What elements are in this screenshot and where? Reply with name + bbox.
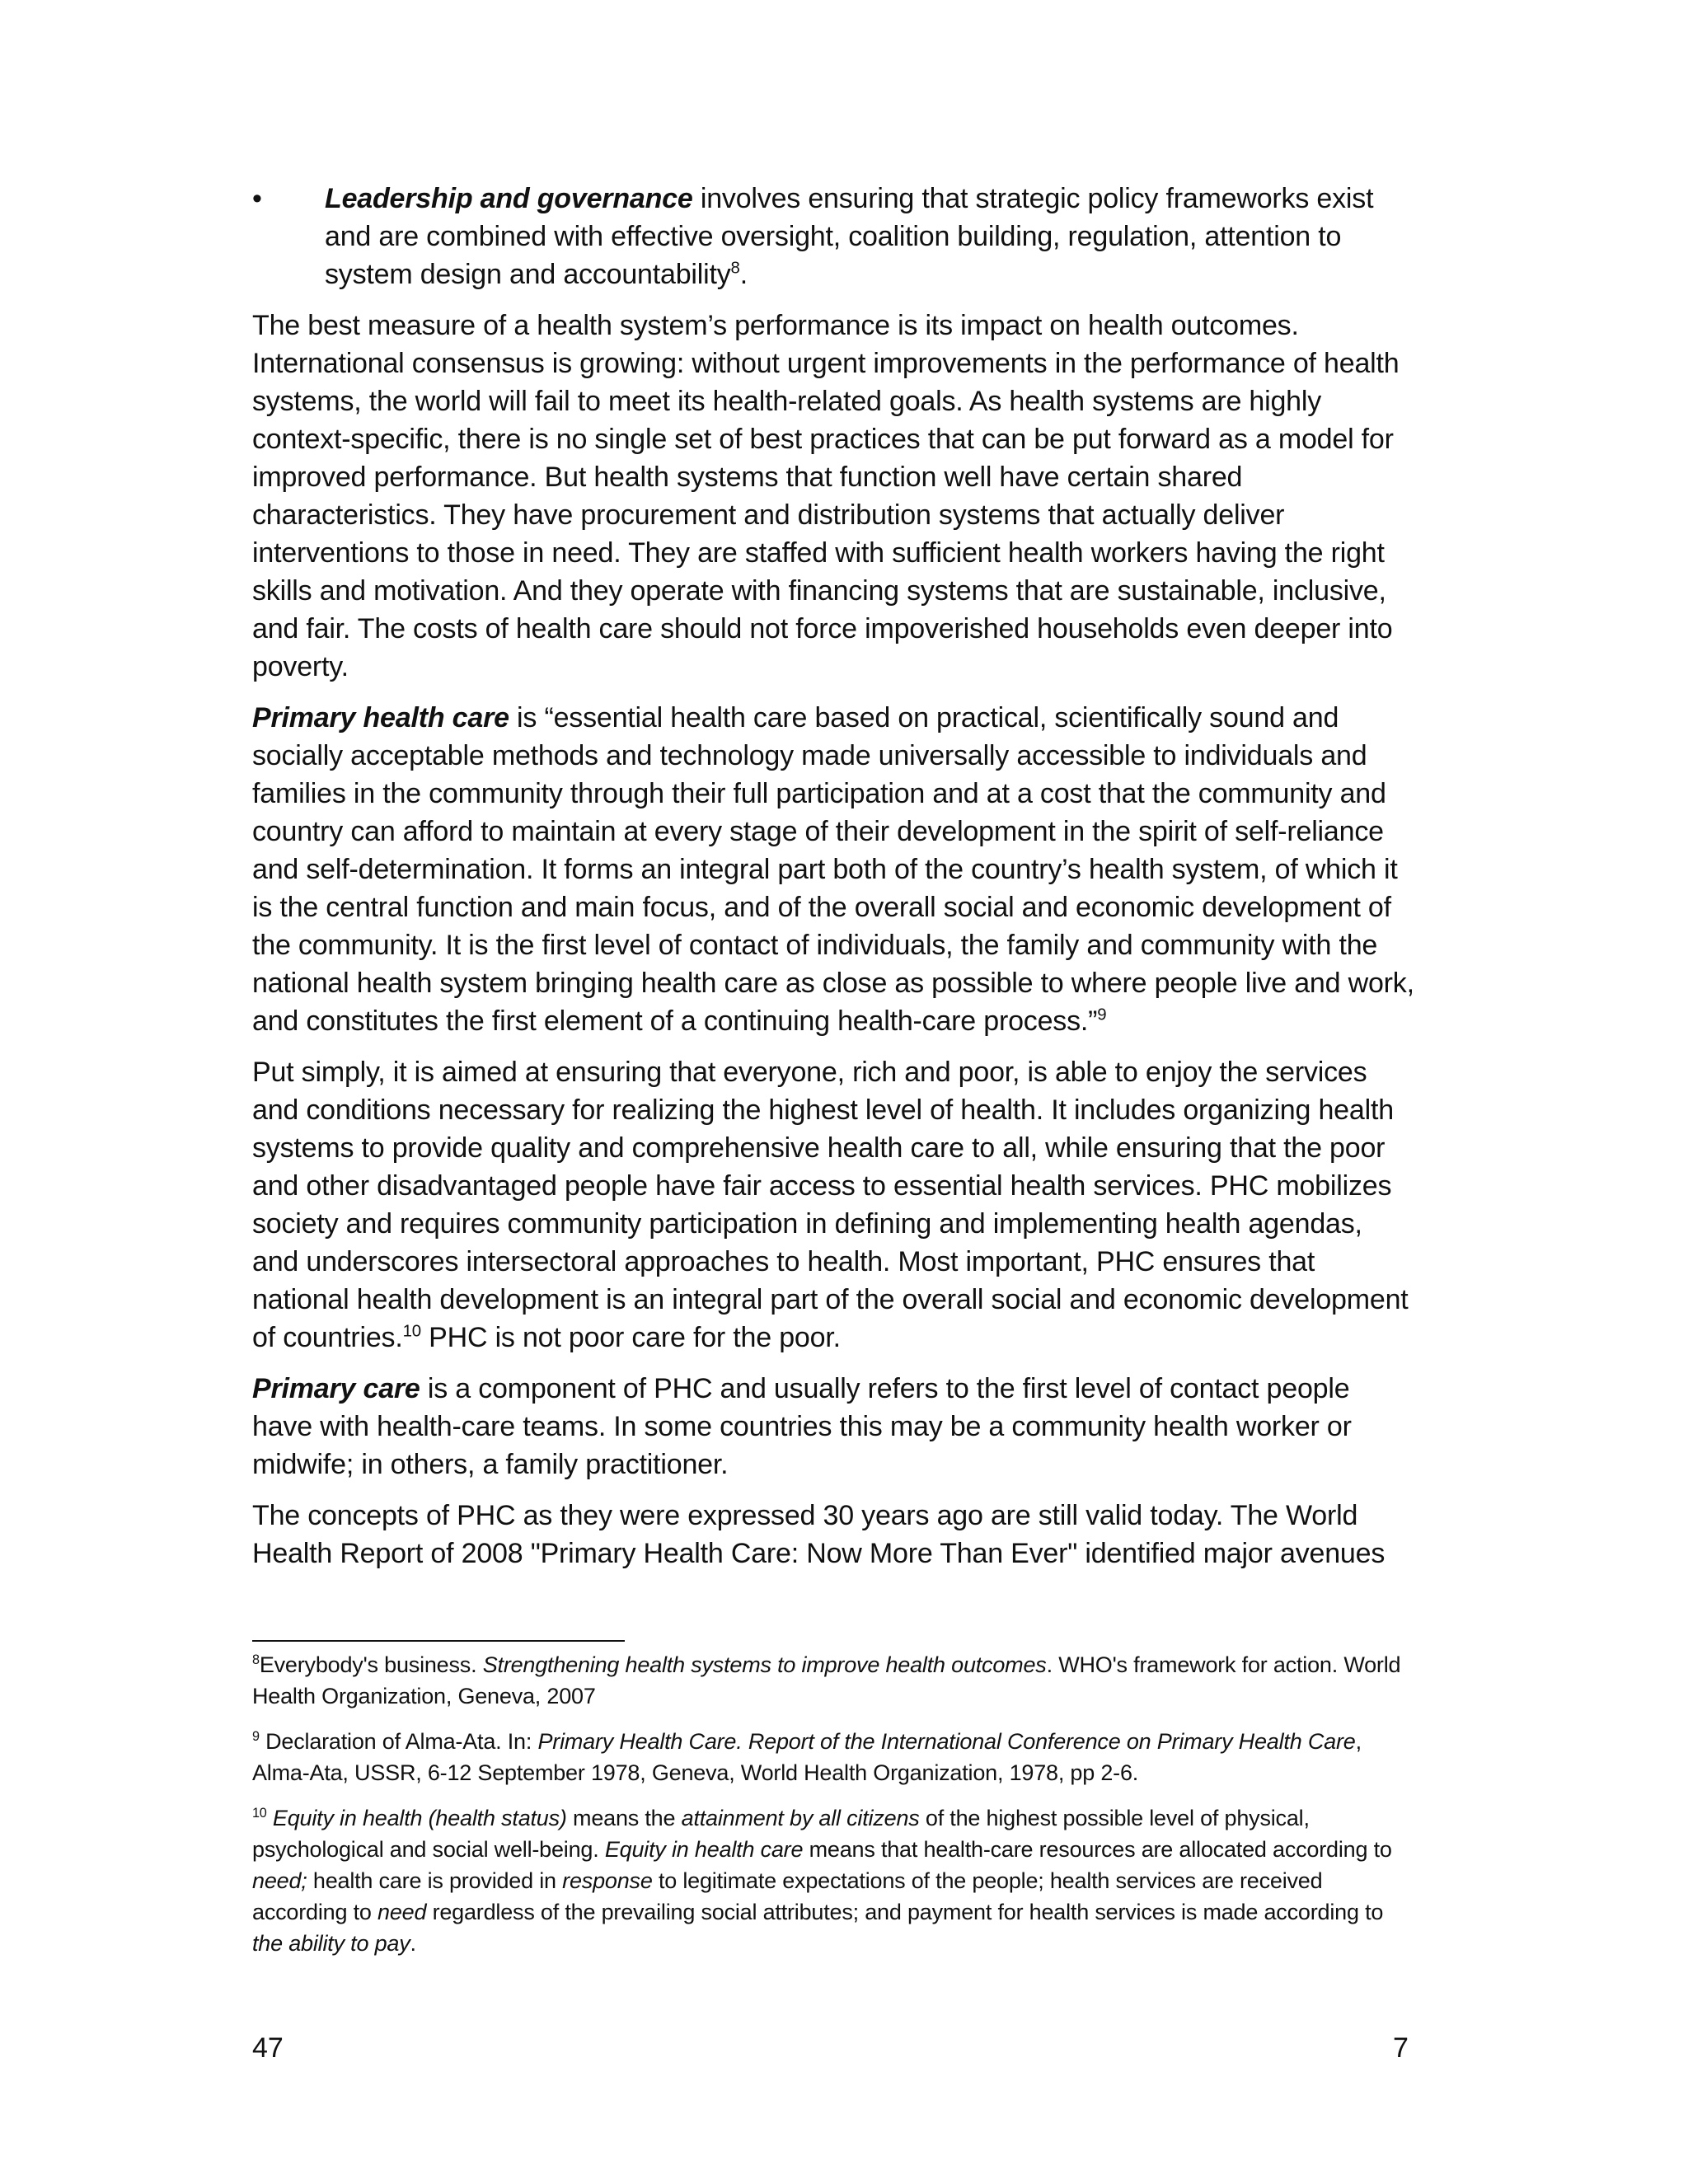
- footnote-10-text-4: health care is provided in: [307, 1868, 563, 1893]
- footnote-9-source: , Alma-Ata, USSR, 6-12 September 1978, Geneva, World Health Organization, 1978, pp 2-6.: [252, 1729, 1362, 1785]
- paragraph-primary-care: [252, 1370, 1416, 1483]
- footnote-10-italic-7: the ability to pay: [252, 1931, 410, 1956]
- page-number-right: 7: [1393, 2032, 1409, 2064]
- footnote-8-source: . WHO's framework for action. World Health Organization, Geneva, 2007: [252, 1652, 1401, 1708]
- bullet-text: involves ensuring that strategic policy frameworks exist and are combined with effective oversight, coalition building, regulation, attention to system design and accountability: [325, 183, 1374, 290]
- put-simply-tail: PHC is not poor care for the poor.: [420, 1322, 841, 1353]
- footnote-9: [252, 1726, 1416, 1788]
- body-text: [252, 180, 1416, 1586]
- footnote-ref-8: 8: [730, 259, 740, 278]
- footnote-10-text-7: .: [410, 1931, 416, 1956]
- paragraph-put-simply: [252, 1053, 1416, 1357]
- footnote-10-number: 10: [252, 1806, 267, 1821]
- term-primary-health-care: Primary health care: [252, 702, 509, 733]
- footnote-8-text: Everybody's business.: [259, 1652, 483, 1677]
- footnote-10-italic-4: need;: [252, 1868, 307, 1893]
- term-leadership-governance: Leadership and governance: [325, 183, 693, 214]
- footnote-separator: [252, 1640, 625, 1642]
- paragraph-phc-concepts: The concepts of PHC as they were expressed 30 years ago are still valid today. The World Health Report of 2008 "Primary Health Care: Now More Than Ever" identified major avenues: [252, 1500, 1386, 1569]
- footnote-10-text-1: means the: [566, 1806, 682, 1830]
- footnote-10-italic-1: Equity in health (health status): [266, 1806, 567, 1830]
- term-primary-care: Primary care: [252, 1373, 420, 1404]
- paragraph-health-system-performance: The best measure of a health system’s performance is its impact on health outcomes. International consensus is growing: without urgent improvements in the performance of health systems, the world will fail to meet its health-related goals. As health systems are highly context-specific, there is no single set of best practices that can be put forward as a model for improved performance. But health systems that function well have certain shared characteristics. They have procurement and distribution systems that actually deliver interventions to those in need. They are staffed with sufficient health workers having the right skills and motivation. And they operate with financing systems that are sustainable, inclusive, and fair. The costs of health care should not force impoverished households even deeper into poverty.: [252, 310, 1400, 682]
- footnote-9-number: 9: [252, 1729, 260, 1744]
- footnote-10-italic-5: response: [562, 1868, 653, 1893]
- footnotes: [252, 1649, 1416, 1973]
- bullet-mark: •: [252, 183, 262, 214]
- bullet-leadership-governance: [252, 180, 1416, 293]
- footnote-ref-10: 10: [402, 1322, 421, 1341]
- footnote-9-title: Primary Health Care. Report of the International Conference on Primary Health Care: [537, 1729, 1356, 1754]
- footnote-9-text: Declaration of Alma-Ata. In:: [259, 1729, 538, 1754]
- footnote-10-italic-6: need: [377, 1900, 427, 1924]
- primary-health-care-definition: is “essential health care based on practical, scientifically sound and socially acceptable methods and technology made universally accessible to individuals and families in the community through their full participation and at a cost that the community and country can afford to maintain at every stage of their development in the spirit of self-reliance and self-determination. It forms an integral part both of the country’s health system, of which it is the central function and main focus, and of the overall social and economic development of the community. It is the first level of contact of individuals, the family and community with the national health system bringing health care as close as possible to where people live and work, and constitutes the first element of a continuing health-care process.”: [252, 702, 1414, 1037]
- footnote-10-text-2: of the highest possible level of physical, psychological and social well-being.: [252, 1806, 1310, 1862]
- footnote-10: [252, 1802, 1416, 1959]
- primary-care-definition: is a component of PHC and usually refers to the first level of contact people have with health-care teams. In some countries this may be a community health worker or midwife; in others, a family practitioner.: [252, 1373, 1352, 1480]
- footnote-8-number: 8: [252, 1652, 260, 1667]
- footnote-10-text-5: to legitimate expectations of the people; health services are received according to: [252, 1868, 1323, 1924]
- page-number-left: 47: [252, 2032, 284, 2064]
- paragraph-primary-health-care: [252, 699, 1416, 1040]
- put-simply-text: Put simply, it is aimed at ensuring that everyone, rich and poor, is able to enjoy the services and conditions necessary for realizing the highest level of health. It includes organizing health systems to provide quality and comprehensive health care to all, while ensuring that the poor and other disadvantaged people have fair access to essential health services. PHC mobilizes society and requires community participation in defining and implementing health agendas, and underscores intersectoral approaches to health. Most important, PHC ensures that national health development is an integral part of the overall social and economic development of countries.: [252, 1057, 1409, 1353]
- footnote-10-text-6: regardless of the prevailing social attributes; and payment for health services is made according to: [426, 1900, 1384, 1924]
- bullet-end: .: [739, 259, 748, 290]
- footnote-8: [252, 1649, 1416, 1712]
- footnote-ref-9: 9: [1097, 1005, 1107, 1024]
- footnote-10-text-3: means that health-care resources are allocated according to: [803, 1837, 1392, 1862]
- footnote-8-title: Strengthening health systems to improve health outcomes: [482, 1652, 1047, 1677]
- footnote-10-italic-2: attainment by all citizens: [681, 1806, 920, 1830]
- footnote-10-italic-3: Equity in health care: [604, 1837, 804, 1862]
